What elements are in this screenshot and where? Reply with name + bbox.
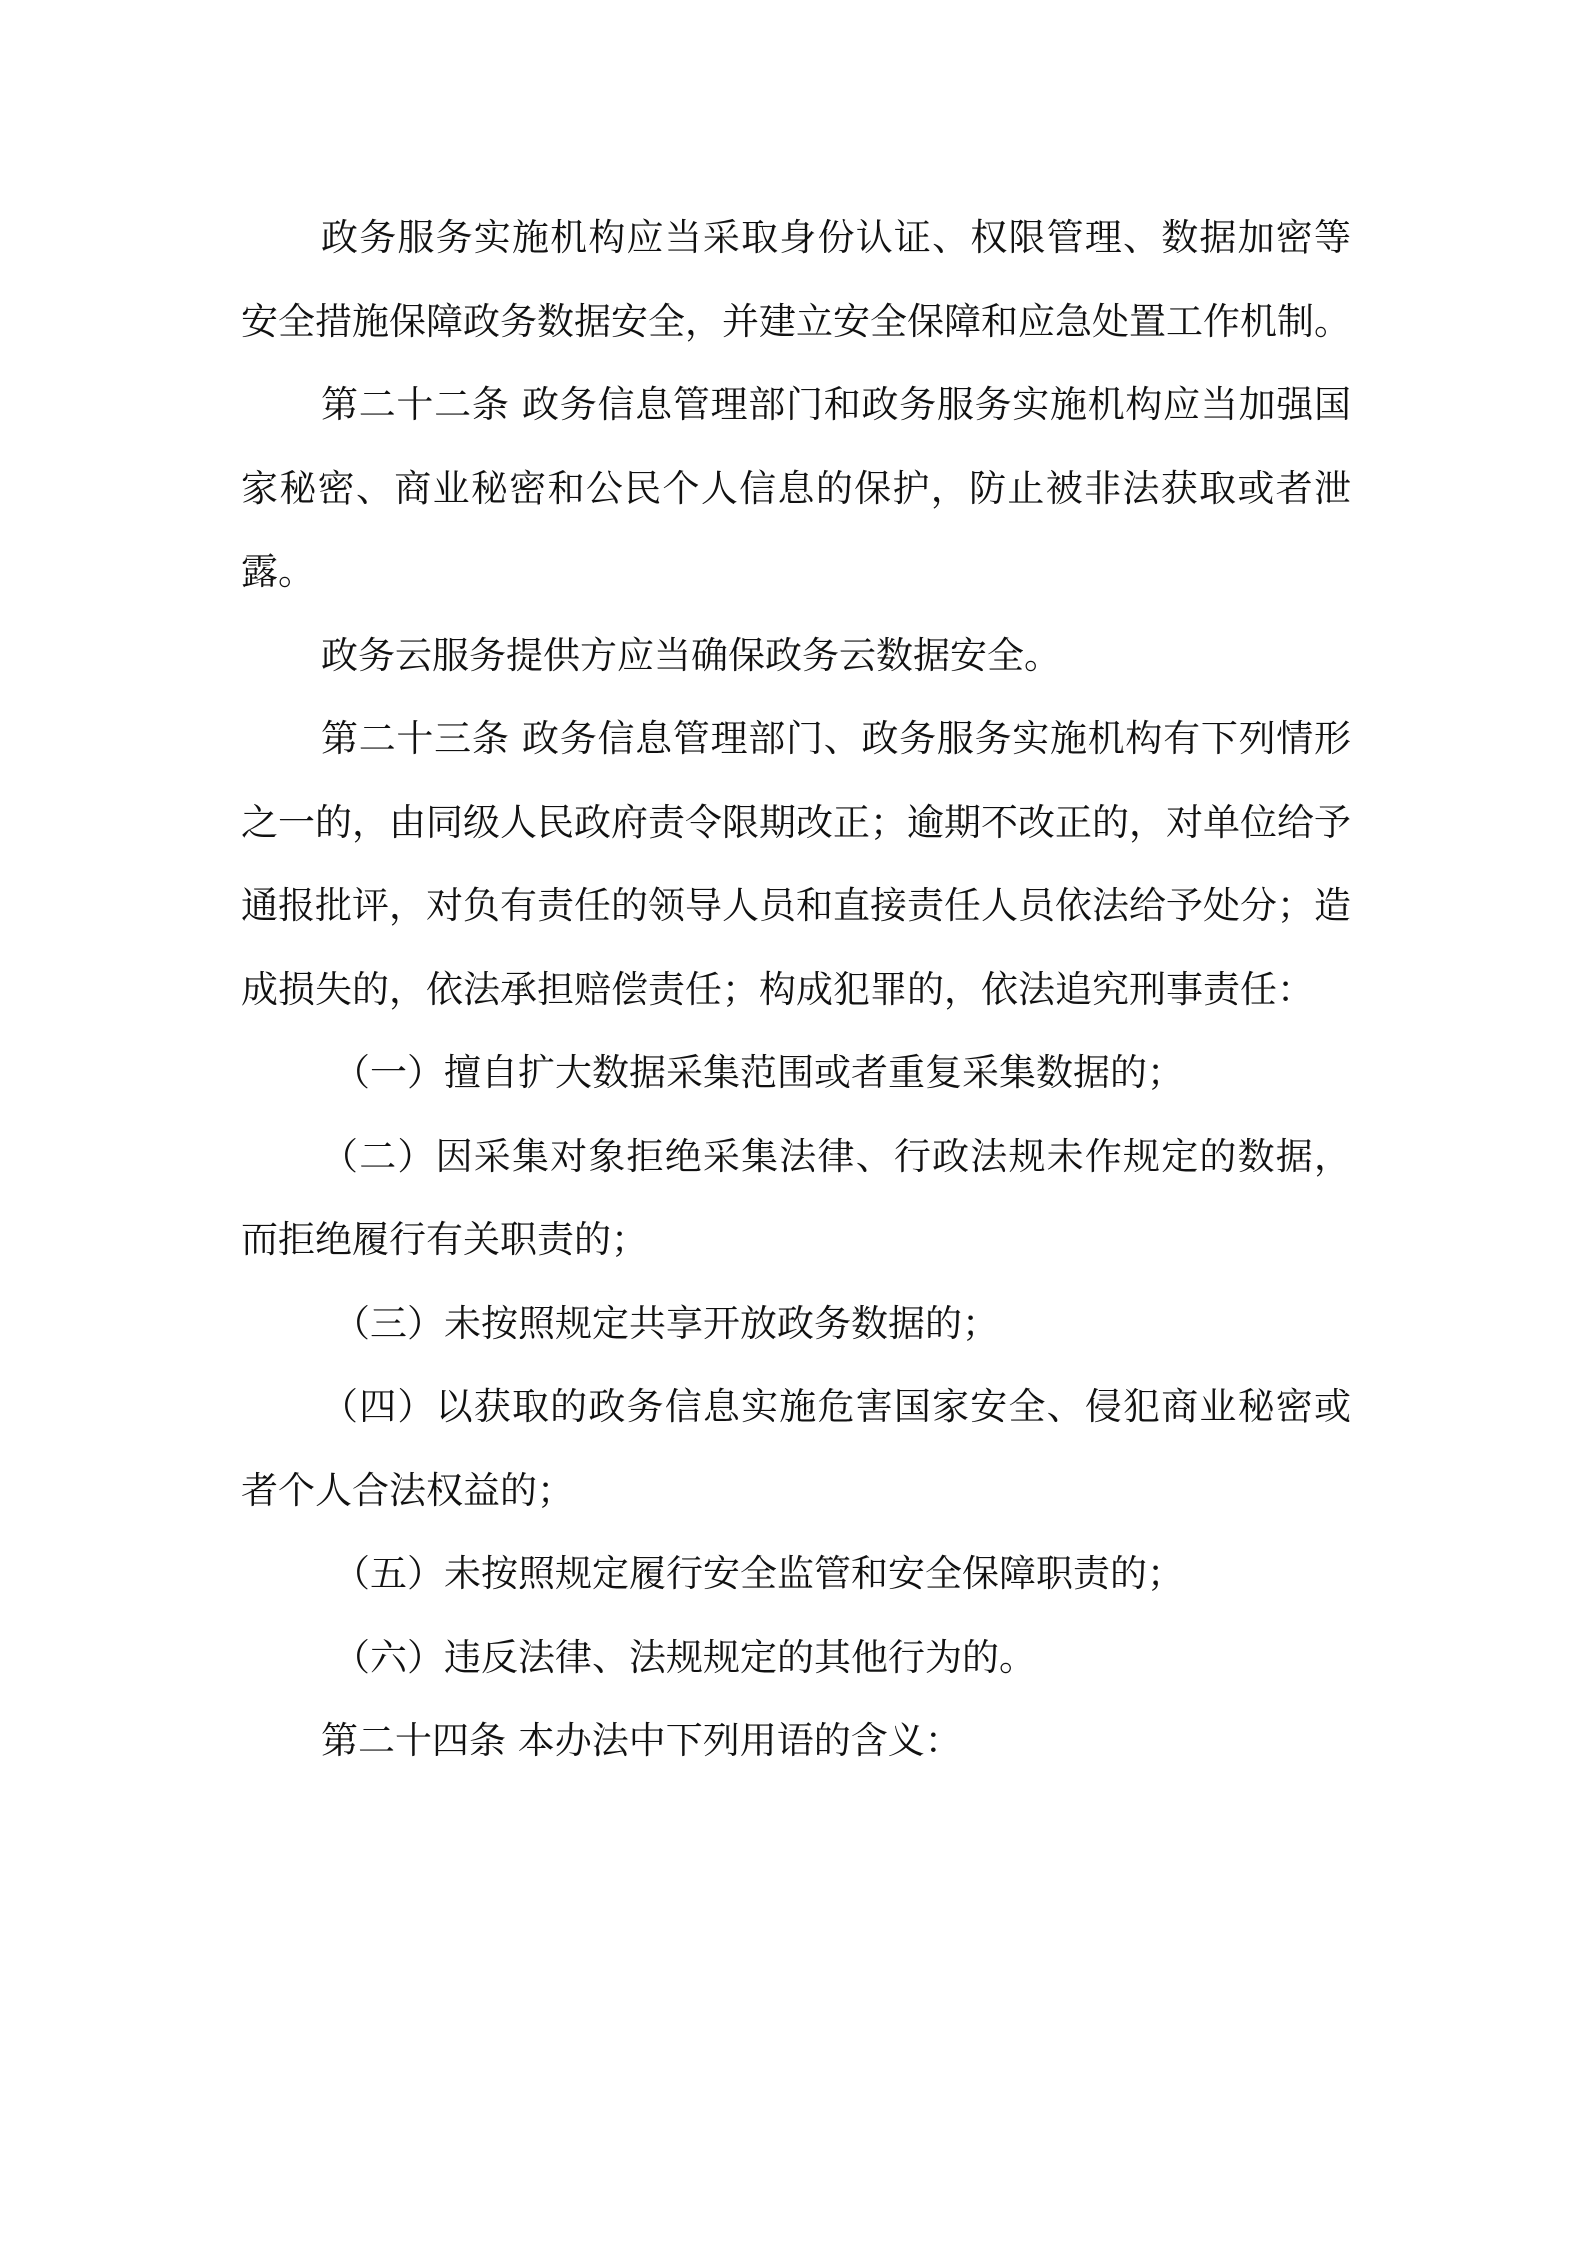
list-item-3: （三）未按照规定共享开放政务数据的；	[333, 1301, 999, 1345]
paragraph-article-24: 第二十四条 本办法中下列用语的含义：	[321, 1719, 962, 1762]
paragraph-cloud-security: 政务云服务提供方应当确保政务云数据安全。	[321, 633, 1061, 677]
document-page	[241, 196, 1351, 1783]
paragraph-article-22: 第二十二条 政务信息管理部门和政务服务实施机构应当加强国家秘密、商业秘密和公民个人信息的保护，防止被非法获取或者泄露。	[241, 383, 1351, 593]
list-item-4: （四）以获取的政务信息实施危害国家安全、侵犯商业秘密或者个人合法权益的；	[241, 1385, 1351, 1512]
list-item-6: （六）违反法律、法规规定的其他行为的。	[333, 1635, 1036, 1679]
list-item-1: （一）擅自扩大数据采集范围或者重复采集数据的；	[333, 1051, 1184, 1094]
paragraph-security-measures: 政务服务实施机构应当采取身份认证、权限管理、数据加密等安全措施保障政务数据安全，并建立安全保障和应急处置工作机制。	[241, 216, 1351, 343]
list-item-2: （二）因采集对象拒绝采集法律、行政法规未作规定的数据，而拒绝履行有关职责的；	[241, 1134, 1351, 1261]
paragraph-article-23: 第二十三条 政务信息管理部门、政务服务实施机构有下列情形之一的，由同级人民政府责令限期改正；逾期不改正的，对单位给予通报批评，对负有责任的领导人员和直接责任人员依法给予处分；造成损失的，依法承担赔偿责任；构成犯罪的，依法追究刑事责任：	[241, 717, 1351, 1011]
list-item-5: （五）未按照规定履行安全监管和安全保障职责的；	[333, 1552, 1184, 1595]
